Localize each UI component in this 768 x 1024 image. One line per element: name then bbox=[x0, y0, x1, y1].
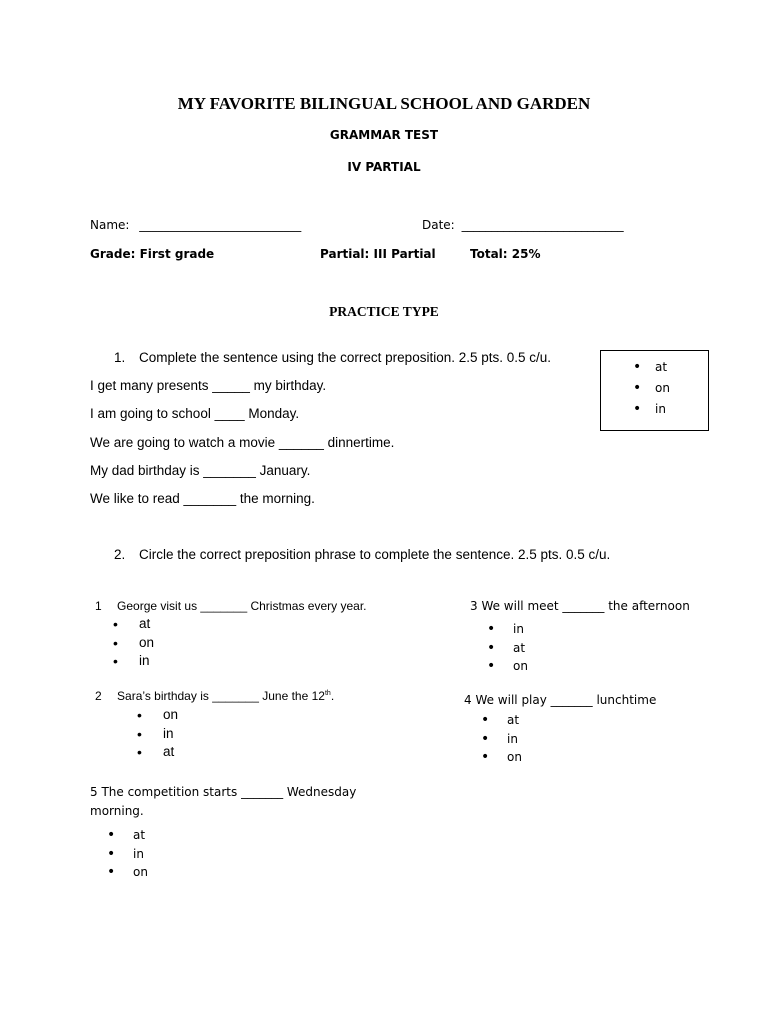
date-field[interactable] bbox=[422, 218, 624, 232]
q2-instruction bbox=[114, 547, 610, 562]
q2-number: 2. bbox=[114, 547, 126, 562]
option[interactable]: • at bbox=[137, 743, 178, 762]
option[interactable]: • at bbox=[113, 615, 154, 634]
grade-label: Grade: First grade bbox=[90, 247, 215, 261]
name-label: Name: bbox=[90, 218, 130, 232]
option[interactable]: • at bbox=[481, 711, 522, 730]
option[interactable]: • on bbox=[487, 657, 528, 676]
option[interactable]: • in bbox=[107, 845, 148, 864]
school-title: MY FAVORITE BILINGUAL SCHOOL AND GARDEN bbox=[177, 94, 591, 113]
option[interactable]: • in bbox=[481, 730, 522, 749]
q2-item-1-options bbox=[113, 615, 154, 671]
q1-sentence: My dad birthday is _______ January. bbox=[90, 463, 311, 478]
partial-title: IV PARTIAL bbox=[347, 160, 421, 174]
q1-sentence: I am going to school ____ Monday. bbox=[90, 406, 300, 421]
word-bank-box bbox=[600, 350, 709, 431]
section-title: PRACTICE TYPE bbox=[329, 304, 439, 319]
q2-item-number: 1 bbox=[95, 599, 102, 613]
q1-sentence: We like to read _______ the morning. bbox=[90, 491, 315, 506]
q2-item-2-text bbox=[95, 689, 334, 703]
q2-item-4-text: 4 We will play _______ lunchtime bbox=[464, 693, 657, 707]
option[interactable]: • on bbox=[137, 706, 178, 725]
partial-label: Partial: III Partial bbox=[320, 247, 436, 261]
q2-item-5-text-line2: morning. bbox=[90, 804, 144, 818]
q1-instruction bbox=[114, 350, 551, 365]
q2-item-sentence: George visit us _______ Christmas every year. bbox=[117, 599, 367, 613]
q2-item-1-text bbox=[95, 599, 366, 613]
q2-item-2-options bbox=[137, 706, 178, 762]
option[interactable]: • on bbox=[107, 863, 148, 882]
q1-instruction-text: Complete the sentence using the correct preposition. 2.5 pts. 0.5 c/u. bbox=[139, 350, 552, 365]
word-bank-item: • on bbox=[633, 378, 670, 399]
option[interactable]: • in bbox=[113, 652, 154, 671]
test-title: GRAMMAR TEST bbox=[329, 128, 439, 142]
date-label: Date: bbox=[422, 218, 455, 232]
q2-item-3-options bbox=[487, 620, 528, 676]
option[interactable]: • on bbox=[113, 634, 154, 653]
q1-sentence: We are going to watch a movie ______ dinnertime. bbox=[90, 435, 395, 450]
name-blank: ___________________________ bbox=[139, 218, 302, 232]
q1-number: 1. bbox=[114, 350, 126, 365]
word-bank-item: • at bbox=[633, 357, 670, 378]
q2-item-5-options bbox=[107, 826, 148, 882]
period: . bbox=[330, 689, 335, 703]
q2-item-sentence: Sara’s birthday is _______ June the 12 bbox=[117, 689, 325, 703]
q1-sentence: I get many presents _____ my birthday. bbox=[90, 378, 327, 393]
option[interactable]: • in bbox=[487, 620, 528, 639]
name-field[interactable] bbox=[90, 218, 301, 232]
q2-instruction-text: Circle the correct preposition phrase to complete the sentence. 2.5 pts. 0.5 c/u. bbox=[139, 547, 611, 562]
total-label: Total: 25% bbox=[470, 247, 541, 261]
q2-item-5-text-line1: 5 The competition starts _______ Wednesday bbox=[90, 785, 357, 799]
q2-item-4-options bbox=[481, 711, 522, 767]
q2-item-3-text: 3 We will meet _______ the afternoon bbox=[470, 599, 690, 613]
option[interactable]: • at bbox=[487, 639, 528, 658]
q2-item-number: 2 bbox=[95, 689, 102, 703]
date-blank: ___________________________ bbox=[461, 218, 624, 232]
option[interactable]: • on bbox=[481, 748, 522, 767]
ordinal-suffix: th bbox=[324, 690, 331, 697]
option[interactable]: • in bbox=[137, 725, 178, 744]
option[interactable]: • at bbox=[107, 826, 148, 845]
word-bank-item: • in bbox=[633, 399, 670, 420]
word-bank-list bbox=[633, 357, 670, 420]
